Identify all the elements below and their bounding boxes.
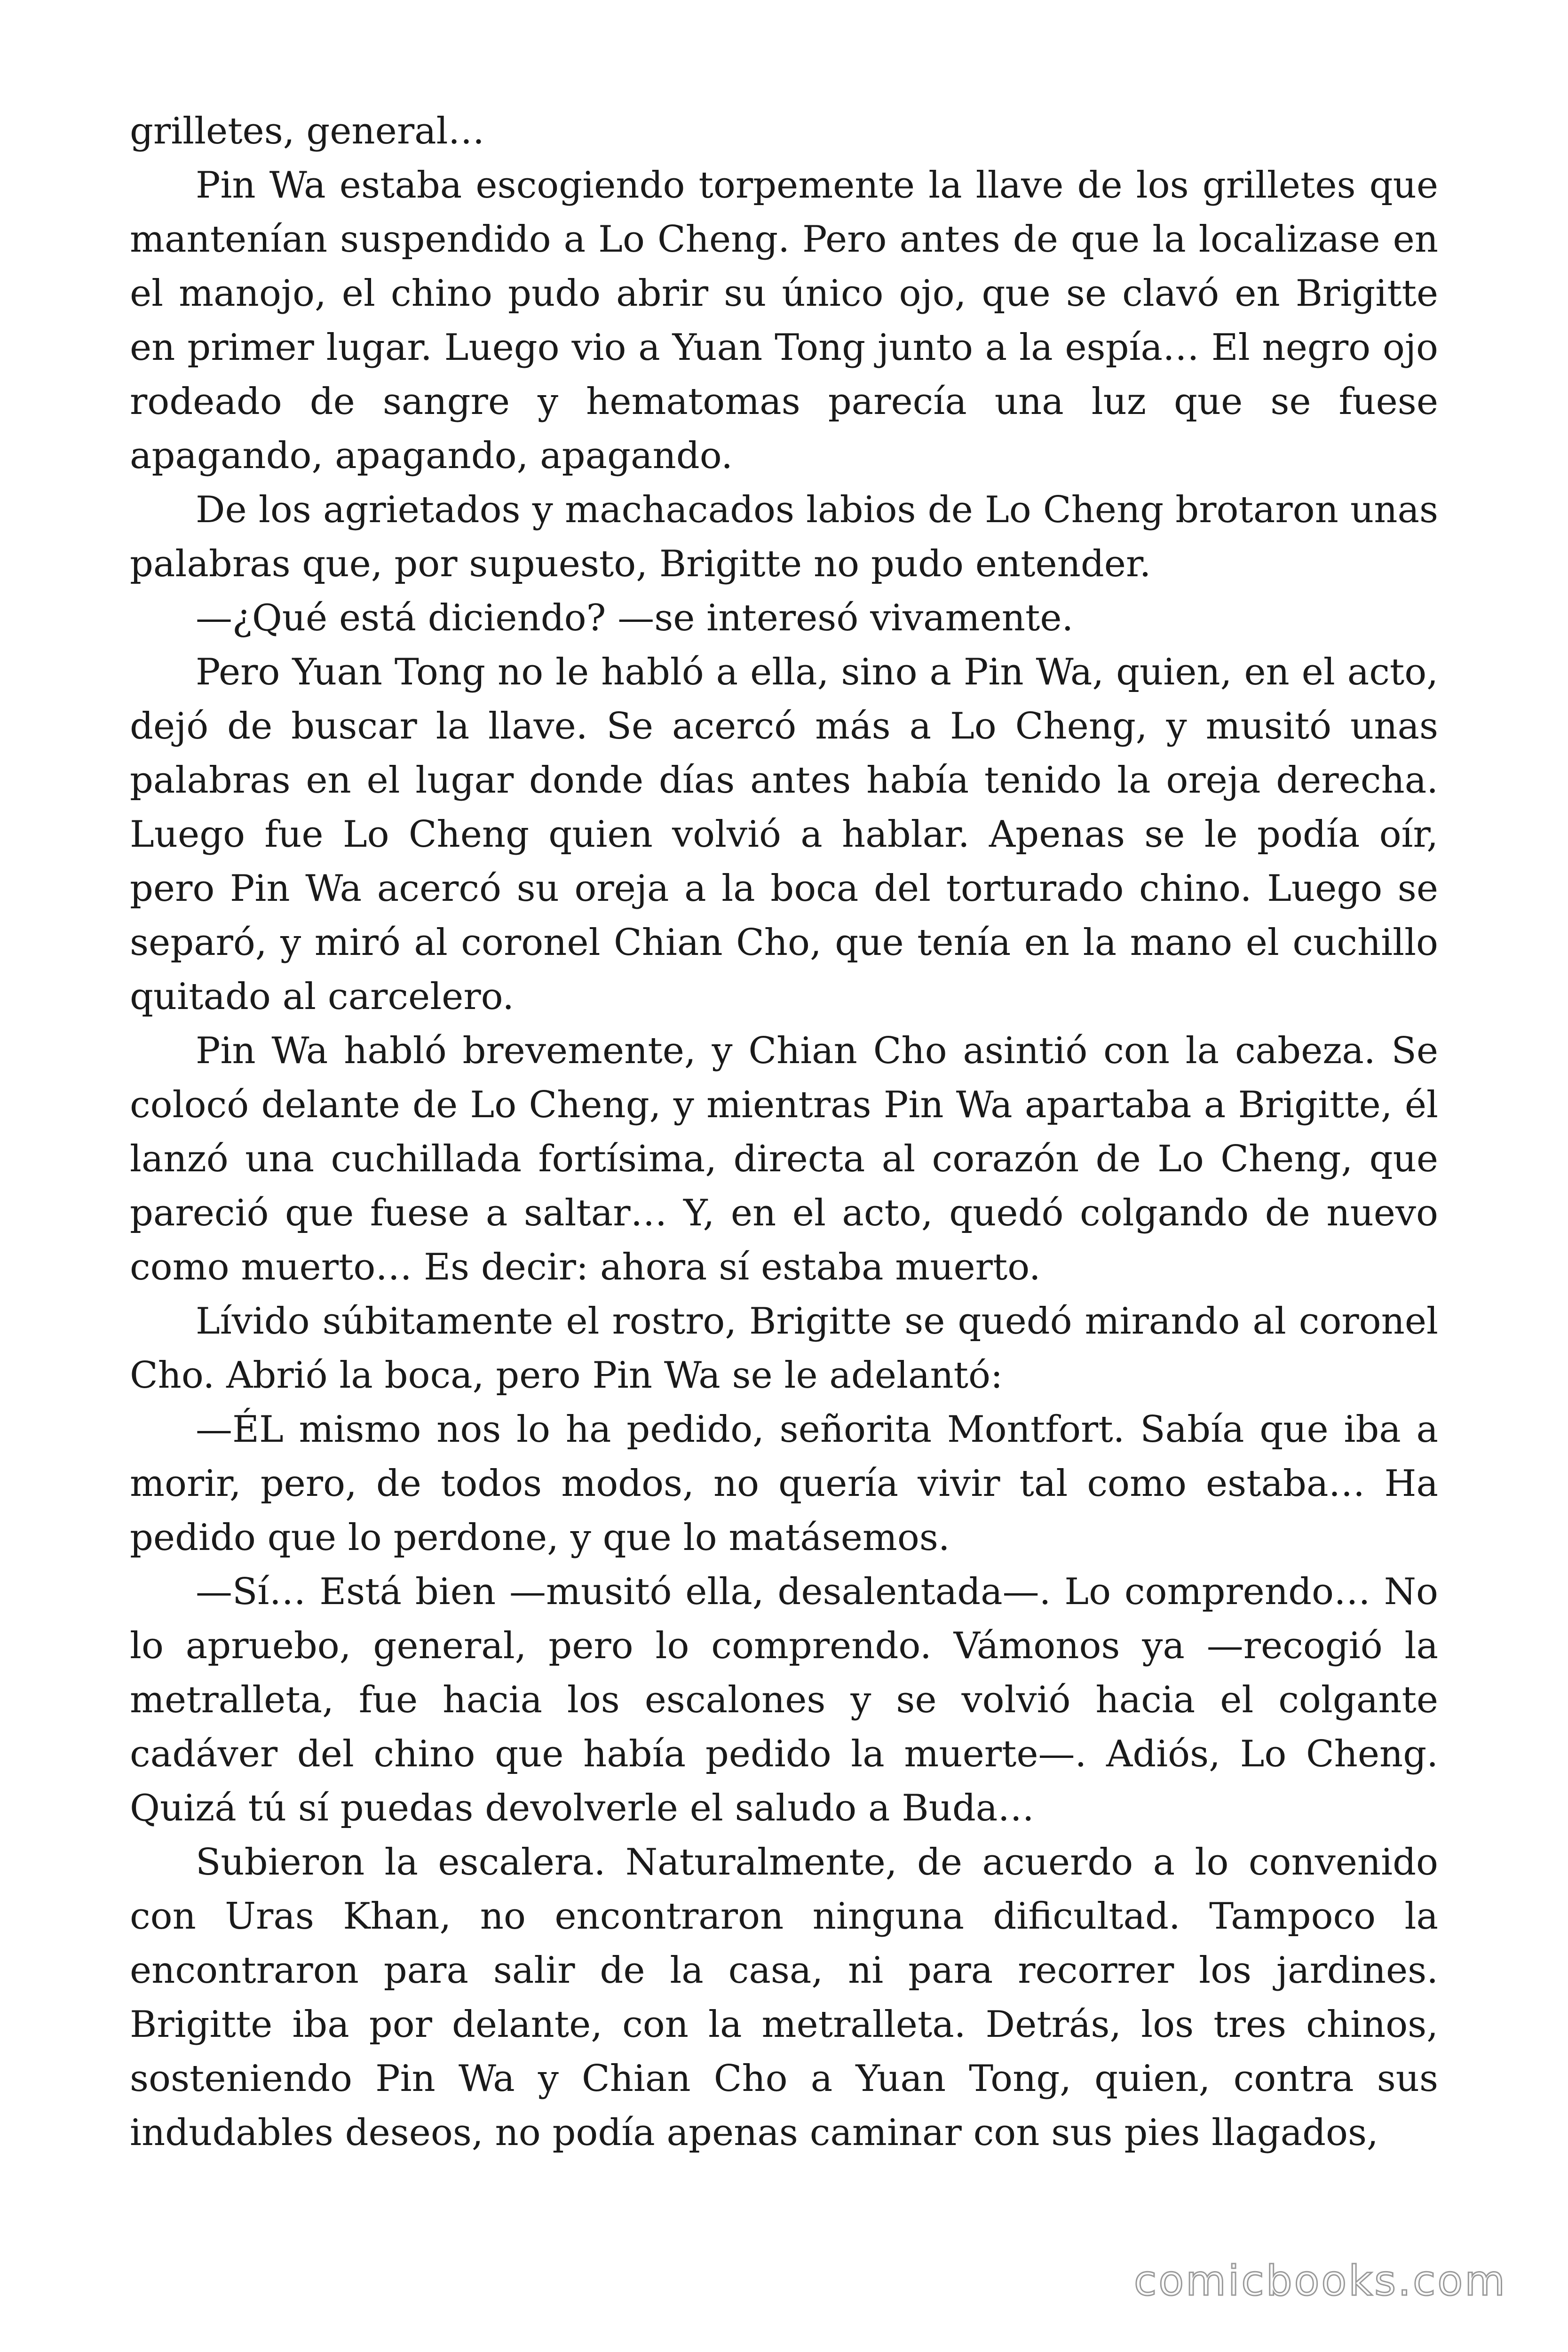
paragraph: Lívido súbitamente el rostro, Brigitte se quedó mirando al coronel Cho. Abrió la boca, pero Pin Wa se le adelantó: — [130, 1300, 1438, 1397]
paragraph: Pin Wa habló brevemente, y Chian Cho asintió con la cabeza. Se colocó delante de Lo Cheng, y mientras Pin Wa apartaba a Brigitte, él lanzó una cuchillada fortísima, directa al corazón de Lo Cheng, que pareció que fuese a saltar… Y, en el acto, quedó colgando de nuevo como muerto… Es decir: ahora sí estaba muerto. — [130, 1030, 1438, 1288]
paragraph: Pero Yuan Tong no le habló a ella, sino a Pin Wa, quien, en el acto, dejó de buscar la llave. Se acercó más a Lo Cheng, y musitó unas palabras en el lugar donde días antes había tenido la oreja derecha. Luego fue Lo Cheng quien volvió a hablar. Apenas se le podía oír, pero Pin Wa acercó su oreja a la boca del torturado chino. Luego se separó, y miró al coronel Chian Cho, que tenía en la mano el cuchillo quitado al carcelero. — [130, 651, 1438, 1018]
paragraph: De los agrietados y machacados labios de Lo Cheng brotaron unas palabras que, por supuesto, Brigitte no pudo entender. — [130, 489, 1438, 585]
page-text — [130, 104, 1438, 2160]
watermark: comicbooks.com — [1133, 2257, 1507, 2305]
paragraph-dialogue: —Sí… Está bien —musitó ella, desalentada—. Lo comprendo… No lo apruebo, general, pero lo comprendo. Vámonos ya —recogió la metralleta, fue hacia los escalones y se volvió hacia el colgante cadáver del chino que había pedido la muerte—. Adiós, Lo Cheng. Quizá tú sí puedas devolverle el saludo a Buda… — [130, 1571, 1438, 1829]
paragraph-dialogue: —ÉL mismo nos lo ha pedido, señorita Montfort. Sabía que iba a morir, pero, de todos modos, no quería vivir tal como estaba… Ha pedido que lo perdone, y que lo matásemos. — [130, 1408, 1438, 1559]
paragraph: Pin Wa estaba escogiendo torpemente la llave de los grilletes que mantenían suspendido a Lo Cheng. Pero antes de que la localizase en el manojo, el chino pudo abrir su único ojo, que se clavó en Brigitte en primer lugar. Luego vio a Yuan Tong junto a la espía… El negro ojo rodeado de sangre y hematomas parecía una luz que se fuese apagando, apagando, apagando. — [130, 164, 1438, 477]
paragraph-continuation: grilletes, general… — [130, 110, 485, 152]
paragraph: Subieron la escalera. Naturalmente, de acuerdo a lo convenido con Uras Khan, no encontraron ninguna dificultad. Tampoco la encontraron para salir de la casa, ni para recorrer los jardines. Brigitte iba por delante, con la metralleta. Detrás, los tres chinos, sosteniendo Pin Wa y Chian Cho a Yuan Tong, quien, contra sus indudables deseos, no podía apenas caminar con sus pies llagados, — [130, 1841, 1438, 2154]
paragraph-dialogue: —¿Qué está diciendo? —se interesó vivamente. — [196, 597, 1074, 639]
